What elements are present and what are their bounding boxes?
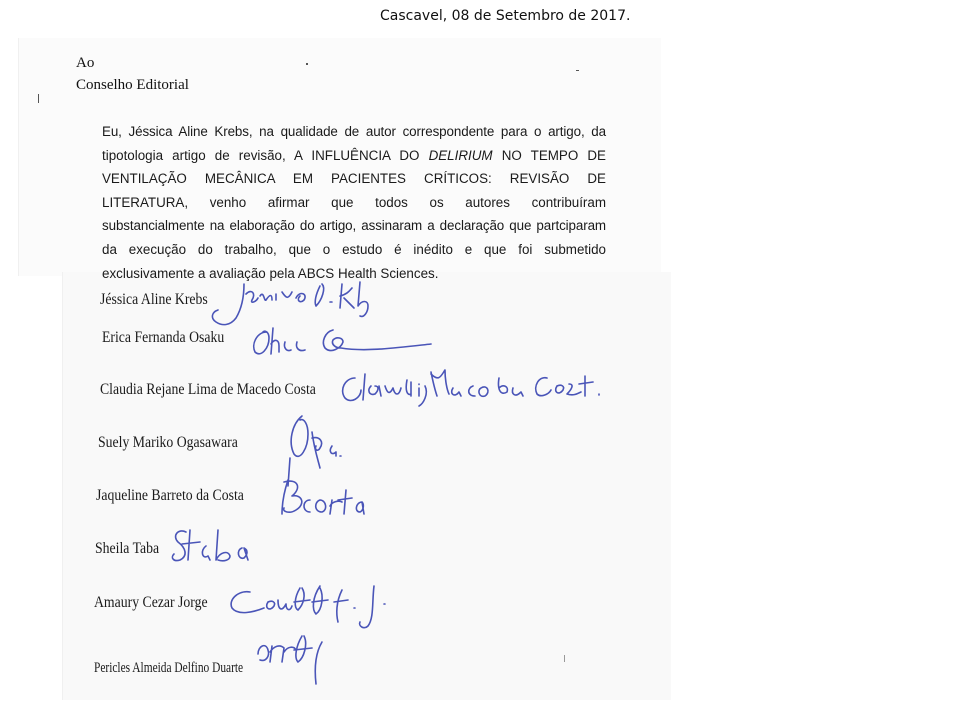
signature-barreto-costa xyxy=(272,470,372,530)
declaration-line: LITERATURA, venho afirmar que todos os autores contribuíram xyxy=(102,194,606,210)
declaration-line: Eu, Jéssica Aline Krebs, na qualidade de autor correspondente para o artigo, da xyxy=(102,124,606,139)
declaration-text: NO TEMPO DE xyxy=(492,147,606,163)
declaration-line: VENTILAÇÃO MECÂNICA EM PACIENTES CRÍTICOS: REVISÃO DE xyxy=(102,171,606,187)
declaration-line: substancialmente na elaboração do artigo, assinaram a declaração que partciparam xyxy=(102,218,606,234)
declaration-line xyxy=(102,144,606,168)
signatory-name: Sheila Taba xyxy=(95,540,160,557)
scan-speck xyxy=(38,94,39,103)
signatory-name: Amaury Cezar Jorge xyxy=(94,594,208,611)
scan-speck xyxy=(306,63,308,65)
scan-speck xyxy=(576,70,579,71)
signature-taba xyxy=(168,520,268,570)
signatory-name: Claudia Rejane Lima de Macedo Costa xyxy=(100,381,316,398)
addressee-line-2: Conselho Editorial xyxy=(76,77,189,93)
signatory-name: Pericles Almeida Delfino Duarte xyxy=(94,660,244,676)
declaration-line: exclusivamente a avaliação pela ABCS Health Sciences. xyxy=(102,265,439,281)
signature-duarte xyxy=(250,622,340,692)
declaration-paragraph xyxy=(102,120,606,285)
letter-date: Cascavel, 08 de Setembro de 2017. xyxy=(380,8,631,24)
signature-macedo-costa xyxy=(335,356,605,416)
signatory-name: Erica Fernanda Osaku xyxy=(102,329,225,346)
signatory-name: Suely Mariko Ogasawara xyxy=(98,434,238,451)
scan-speck xyxy=(564,655,565,662)
declaration-line: da execução do trabalho, que o estudo é inédito e que foi submetido xyxy=(102,241,606,257)
declaration-text: tipotologia artigo de revisão, A INFLUÊNCIA DO xyxy=(102,147,429,163)
declaration-italic-term: DELIRIUM xyxy=(428,147,493,163)
addressee-line-1: Ao xyxy=(76,55,95,71)
signatory-name: Jéssica Aline Krebs xyxy=(100,291,208,308)
signatory-name: Jaqueline Barreto da Costa xyxy=(96,487,244,504)
